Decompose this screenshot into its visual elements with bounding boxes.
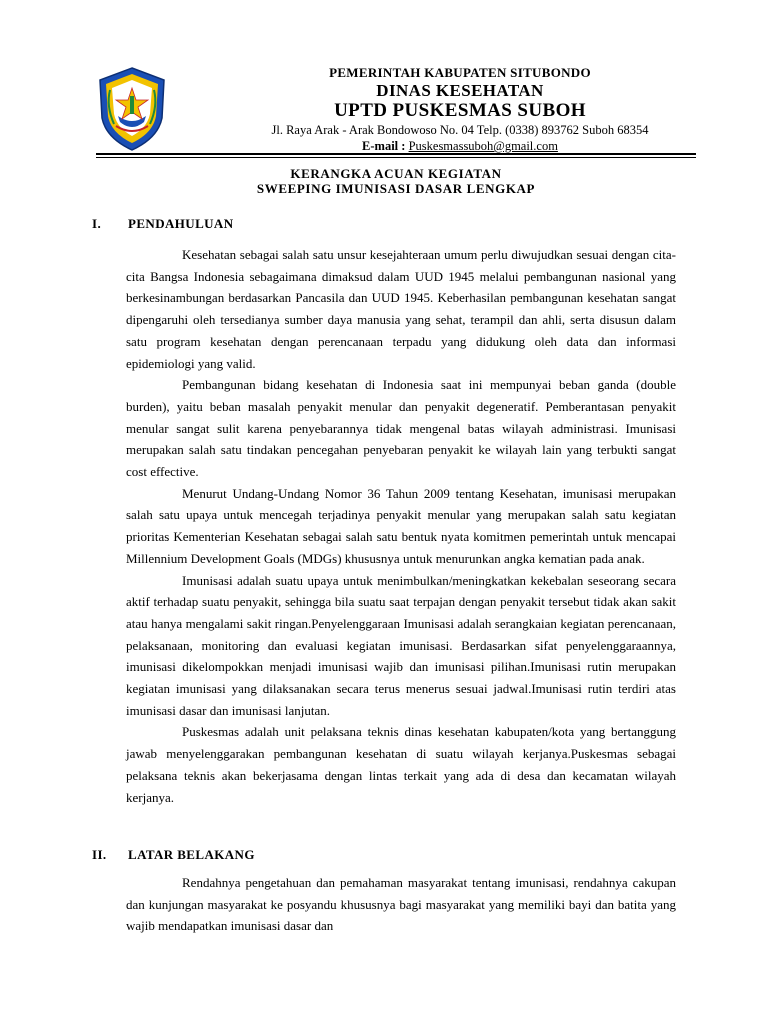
letterhead (180, 64, 740, 154)
paragraph: Kesehatan sebagai salah satu unsur kesejahteraan umum perlu diwujudkan sesuai dengan cita-cita Bangsa Indonesia sebagaimana dimaksud dalam UUD 1945 melalui pembangunan nasional yang berkesinambungan berdasarkan Pancasila dan UUD 1945. Keberhasilan pembangunan kesehatan sangat dipengaruhi oleh tersedianya sumber daya manusia yang sehat, terampil dan ahli, serta disusun dalam satu program kesehatan dengan perencanaan terpadu yang didukung oleh data dan informasi epidemiologi yang valid. (126, 247, 676, 371)
section-number: II. (92, 847, 107, 862)
paragraph: Pembangunan bidang kesehatan di Indonesia saat ini mempunyai beban ganda (double burden), yaitu beban masalah penyakit menular dan penyakit degeneratif. Pemberantasan penyakit menular sangat sulit karena penyebarannya tidak mengenal batas wilayah administrasi. Imunisasi merupakan salah satu tindakan pencegahan penyebaran penyakit ke wilayah lain yang terbukti sangat cost effective. (126, 377, 676, 480)
paragraph: Puskesmas adalah unit pelaksana teknis dinas kesehatan kabupaten/kota yang bertanggung jawab menyelenggarakan pembangunan kesehatan di suatu wilayah kerjanya.Puskesmas sebagai pelaksana teknis akan bekerjasama dengan lintas terkait yang ada di desa dan kecamatan wilayah kerjanya. (126, 724, 676, 805)
section-body-pendahuluan (126, 244, 676, 808)
paragraph: Imunisasi adalah suatu upaya untuk menimbulkan/meningkatkan kekebalan seseorang secara aktif terhadap suatu penyakit, sehingga bila suatu saat terpajan dengan penyakit tersebut tidak akan sakit atau hanya mengalami sakit ringan.Penyelenggaraan Imunisasi adalah serangkaian kegiatan perencanaan, pelaksanaan, monitoring dan evaluasi kegiatan imunisasi. Berdasarkan sifat penyelenggaraannya, imunisasi dikelompokkan menjadi imunisasi wajib dan imunisasi pilihan.Imunisasi rutin merupakan kegiatan imunisasi yang dilaksanakan secara terus menerus sesuai jadwal.Imunisasi rutin terdiri atas imunisasi dasar dan imunisasi lanjutan. (126, 572, 676, 718)
section-title: PENDAHULUAN (128, 216, 234, 231)
letterhead-address: Jl. Raya Arak - Arak Bondowoso No. 04 Telp. (0338) 893762 Suboh 68354 (271, 123, 649, 137)
section-number: I. (92, 216, 102, 231)
letterhead-government: PEMERINTAH KABUPATEN SITUBONDO (329, 65, 591, 80)
document-title: KERANGKA ACUAN KEGIATAN (290, 166, 502, 181)
section-body-latar-belakang (126, 872, 676, 937)
letterhead-email-line (180, 138, 740, 154)
email-link[interactable]: Puskesmassuboh@gmail.com (408, 139, 558, 153)
paragraph: Menurut Undang-Undang Nomor 36 Tahun 2009 tentang Kesehatan, imunisasi merupakan salah satu upaya untuk mencegah terjadinya penyakit menular yang merupakan salah satu kegiatan prioritas Kementerian Kesehatan sebagai salah satu bentuk nyata komitmen pemerintah untuk mencapai Millennium Development Goals (MDGs) khususnya untuk menurunkan angka kematian pada anak. (126, 485, 676, 566)
letterhead-institution: UPTD PUSKESMAS SUBOH (334, 100, 586, 121)
letterhead-divider-thick (96, 153, 696, 155)
situbondo-emblem-logo (96, 66, 168, 152)
section-heading-pendahuluan (92, 216, 234, 232)
section-heading-latar-belakang (92, 847, 255, 863)
section-title: LATAR BELAKANG (128, 847, 255, 862)
letterhead-department: DINAS KESEHATAN (376, 81, 544, 100)
document-subtitle: SWEEPING IMUNISASI DASAR LENGKAP (256, 181, 536, 196)
paragraph: Rendahnya pengetahuan dan pemahaman masyarakat tentang imunisasi, rendahnya cakupan dan kunjungan masyarakat ke posyandu khususnya bagi masyarakat yang memiliki bayi dan batita yang wajib mendapatkan imunisasi dasar dan (126, 875, 676, 934)
letterhead-divider-thin (96, 157, 696, 158)
email-label: E-mail : (362, 139, 406, 153)
